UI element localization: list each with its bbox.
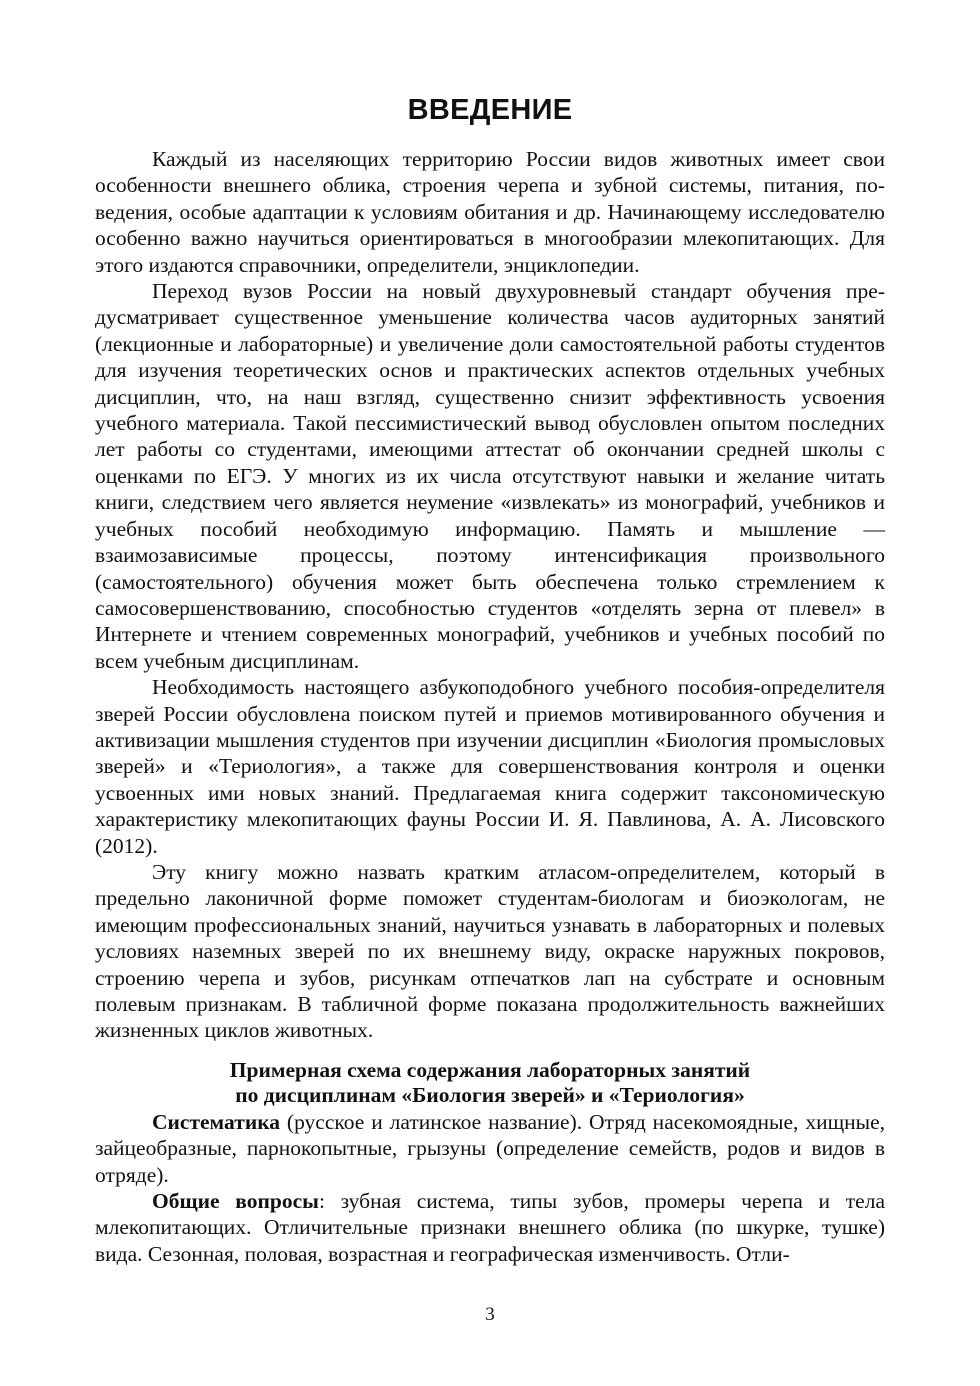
paragraph: Эту книгу можно назвать кратким атласом-определителем, который в предельно лаконичной форме поможет студентам-биологам и биоэкологам, не имеющим профессиональных знаний, научиться узнавать в лабораторных и полевых условиях наземных зверей по их внешнему виду, окраске наружных покровов, строению черепа и зубов, рисункам отпечатков лап на субстрате и основным полевым признакам. В табличной форме показана продолжительность важнейших жизненных циклов животных. xyxy=(95,859,885,1043)
section-item-text: (русское и латинское название). Отряд насекомоядные, хищные, зайцеобразные, парнокопытные, грызуны (определение семейств, родов и видов в отряде). xyxy=(95,1109,885,1187)
section-heading xyxy=(95,1058,885,1109)
section-heading-line: Примерная схема содержания лабораторных занятий xyxy=(229,1057,751,1082)
page-number: 3 xyxy=(485,1304,495,1325)
section-item-text: : зубная система, типы зубов, промеры черепа и тела млекопитающих. Отличительные признаки внешнего облика (по шкурке, тушке) вида. Сезонная, половая, возрастная и географическая изменчивость. Отли- xyxy=(95,1189,885,1266)
section-item-term: Систематика xyxy=(152,1109,281,1134)
page-body xyxy=(95,92,885,1267)
paragraph: Каждый из населяющих территорию России видов животных имеет свои особенности внешнего облика, строения черепа и зубной системы, питания, поведения, особые адаптации к условиям обитания и др. Начинающему исследователю особенно важно научиться ориентироваться в многообразии млекопитающих. Для этого издаются справочники, определители, энциклопедии. xyxy=(95,147,885,277)
section-item xyxy=(95,1109,885,1188)
paragraph: Переход вузов России на новый двухуровневый стандарт обучения предусматривает существенное уменьшение количества часов аудиторных занятий (лекционные и лабораторные) и увеличение доли самостоятельной работы студентов для изучения теоретических основ и практических аспектов отдельных учебных дисциплин, что, на наш взгляд, существенно снизит эффективность усвоения учебного материала. Такой пессимистический вывод обусловлен опытом последних лет работы со студентами, имеющими аттестат об окончании средней школы с оценками по ЕГЭ. У многих из их числа отсутствуют навыки и желание читать книги, следствием чего является неумение «извлекать» из монографий, учебников и учебных пособий необходимую информацию. Память и мышление — взаимозависимые процессы, поэтому интенсификация произвольного (самостоятельного) обучения может быть обеспечена только стремлением к самосовершенствованию, способностью студентов «отделять зерна от плевел» в Интернете и чтением современных монографий, учебников и учебных пособий по всем учебным дисциплинам. xyxy=(95,279,885,673)
section-item-term: Общие вопросы xyxy=(152,1189,319,1214)
paragraph: Необходимость настоящего азбукоподобного учебного пособия-определителя зверей России обусловлена поиском путей и приемов мотивированного обучения и активизации мышления студентов при изучении дисциплин «Биология промысловых зверей» и «Териология», а также для совершенствования контроля и оценки усвоенных ими новых знаний. Предлагаемая книга содержит таксономическую характеристику млекопитающих фауны России И. Я. Павлинова, А. А. Лисовского (2012). xyxy=(95,675,885,858)
page-title: ВВЕДЕНИЕ xyxy=(407,94,573,126)
section-heading-line: по дисциплинам «Биология зверей» и «Териология» xyxy=(235,1083,745,1108)
section-item xyxy=(95,1188,885,1267)
